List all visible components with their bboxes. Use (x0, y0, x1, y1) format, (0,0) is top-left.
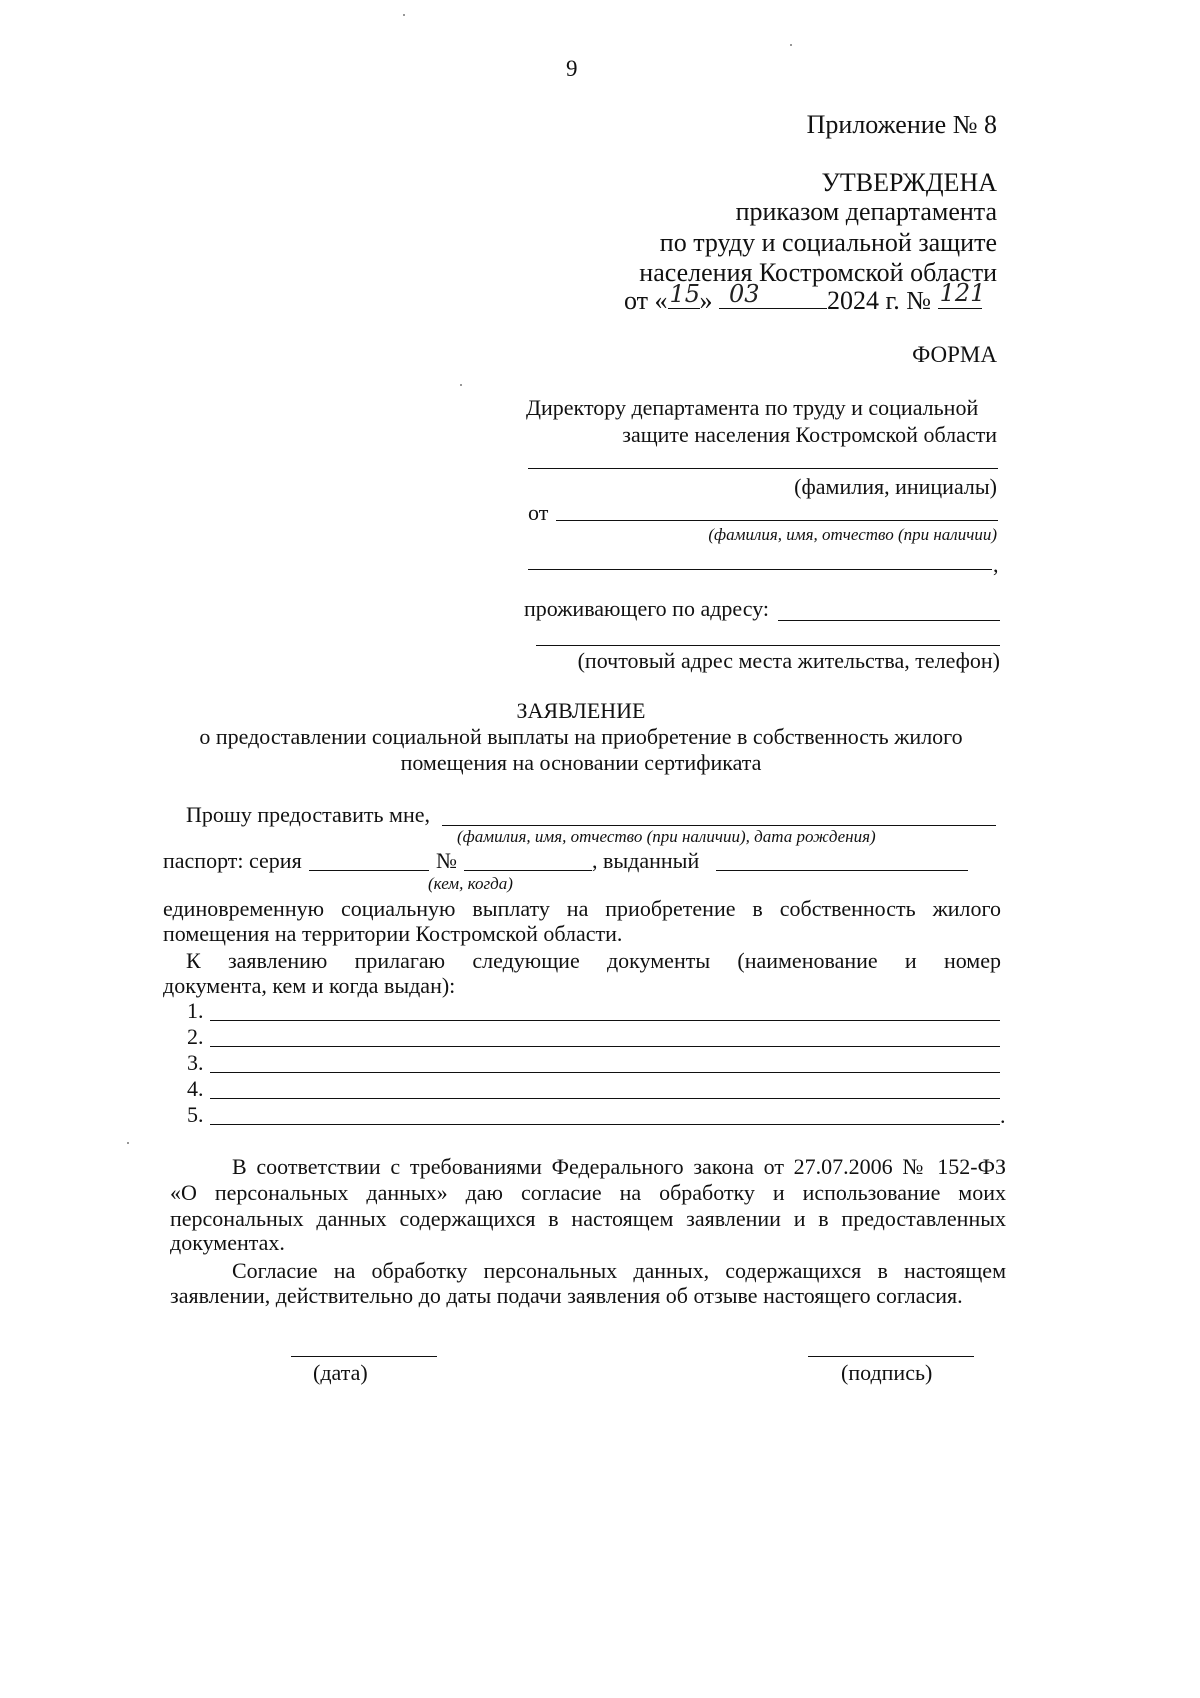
address-field[interactable] (778, 620, 1000, 621)
request-label: Прошу предоставить мне, (186, 802, 430, 827)
caption-name-initials: (фамилия, инициалы) (794, 474, 997, 499)
document-subtitle-2: помещения на основании сертификата (400, 750, 762, 775)
document-item-number: 2. (187, 1024, 204, 1049)
document-title: ЗАЯВЛЕНИЕ (516, 698, 646, 723)
order-line-1: приказом департамента (735, 197, 997, 226)
residing-label: проживающего по адресу: (524, 596, 770, 621)
passport-number-label: № (436, 848, 457, 873)
document-field[interactable] (210, 1124, 1000, 1125)
consent-p1-line-2: «О персональных данных» даю согласие на обработку и использование моих (170, 1180, 1006, 1205)
date-day-field[interactable] (668, 280, 701, 309)
consent-p1-line-3: персональных данных содержащихся в настоящем заявлении и в предоставленных (170, 1206, 1006, 1231)
date-month-field[interactable] (719, 280, 827, 309)
document-item-number: 1. (187, 998, 204, 1023)
order-date-row (624, 279, 986, 316)
issued-label: , выданный (592, 848, 700, 873)
applicant-name-field[interactable] (556, 520, 998, 521)
caption-address: (почтовый адрес места жительства, телефон) (577, 648, 1000, 673)
final-period: . (1000, 1103, 1006, 1128)
appendix-label: Приложение № 8 (806, 110, 997, 139)
passport-number-field[interactable] (464, 870, 592, 871)
caption-full-name: (фамилия, имя, отчество (при наличии) (708, 525, 997, 544)
order-number-value: 121 (939, 279, 986, 307)
date-caption: (дата) (313, 1360, 368, 1385)
director-name-field[interactable] (528, 468, 998, 469)
from-label: от (528, 500, 549, 525)
document-field[interactable] (210, 1020, 1000, 1021)
scan-speck (127, 1142, 129, 1144)
document-item-number: 5. (187, 1102, 204, 1127)
signature-field[interactable] (808, 1356, 974, 1357)
document-item-number: 3. (187, 1050, 204, 1075)
number-prefix: № (906, 286, 932, 315)
document-subtitle-1: о предоставлении социальной выплаты на приобретение в собственность жилого (199, 724, 963, 749)
payment-line-1: единовременную социальную выплату на приобретение в собственность жилого (163, 896, 1001, 921)
scan-speck (790, 44, 792, 46)
scan-speck (403, 14, 405, 16)
caption-issued: (кем, когда) (428, 874, 513, 893)
document-field[interactable] (210, 1072, 1000, 1073)
addressee-line-2: защите населения Костромской области (622, 422, 997, 447)
address-field-2[interactable] (536, 645, 1000, 646)
date-month-value: 03 (729, 280, 760, 308)
comma: , (993, 552, 999, 577)
date-year: 2024 г. (827, 286, 900, 315)
consent-p2-line-2: заявлении, действительно до даты подачи заявления об отзыве настоящего согласия. (170, 1283, 963, 1308)
document-field[interactable] (210, 1098, 1000, 1099)
caption-applicant: (фамилия, имя, отчество (при наличии), дата рождения) (457, 827, 876, 846)
document-field[interactable] (210, 1046, 1000, 1047)
passport-issued-field[interactable] (716, 870, 968, 871)
consent-p2-line-1: Согласие на обработку персональных данных, содержащихся в настоящем (232, 1258, 1006, 1283)
date-prefix: от « (624, 286, 668, 315)
scan-speck (460, 384, 462, 386)
order-line-2: по труду и социальной защите (659, 228, 997, 257)
applicant-info-field[interactable] (442, 825, 996, 826)
signature-caption: (подпись) (841, 1360, 933, 1385)
consent-p1-line-1: В соответствии с требованиями Федерального закона от 27.07.2006 № 152-ФЗ (232, 1154, 1006, 1179)
passport-label: паспорт: серия (163, 848, 302, 873)
passport-series-field[interactable] (309, 870, 429, 871)
attachments-line-1: К заявлению прилагаю следующие документы (наименование и номер (186, 948, 1001, 973)
attachments-line-2: документа, кем и когда выдан): (163, 973, 456, 998)
approved-label: УТВЕРЖДЕНА (821, 168, 997, 197)
order-line-3: населения Костромской области (639, 258, 997, 287)
addressee-line-1: Директору департамента по труду и социальной (526, 395, 979, 420)
applicant-name-field-2[interactable] (528, 569, 992, 570)
payment-line-2: помещения на территории Костромской области. (163, 921, 623, 946)
page-number: 9 (566, 56, 578, 81)
form-label: ФОРМА (912, 342, 997, 367)
order-number-field[interactable] (938, 279, 986, 309)
document-item-number: 4. (187, 1076, 204, 1101)
date-signature-field[interactable] (291, 1356, 437, 1357)
date-day-value: 15 (669, 280, 701, 308)
date-mid: » (699, 286, 713, 315)
consent-p1-line-4: документах. (170, 1230, 285, 1255)
